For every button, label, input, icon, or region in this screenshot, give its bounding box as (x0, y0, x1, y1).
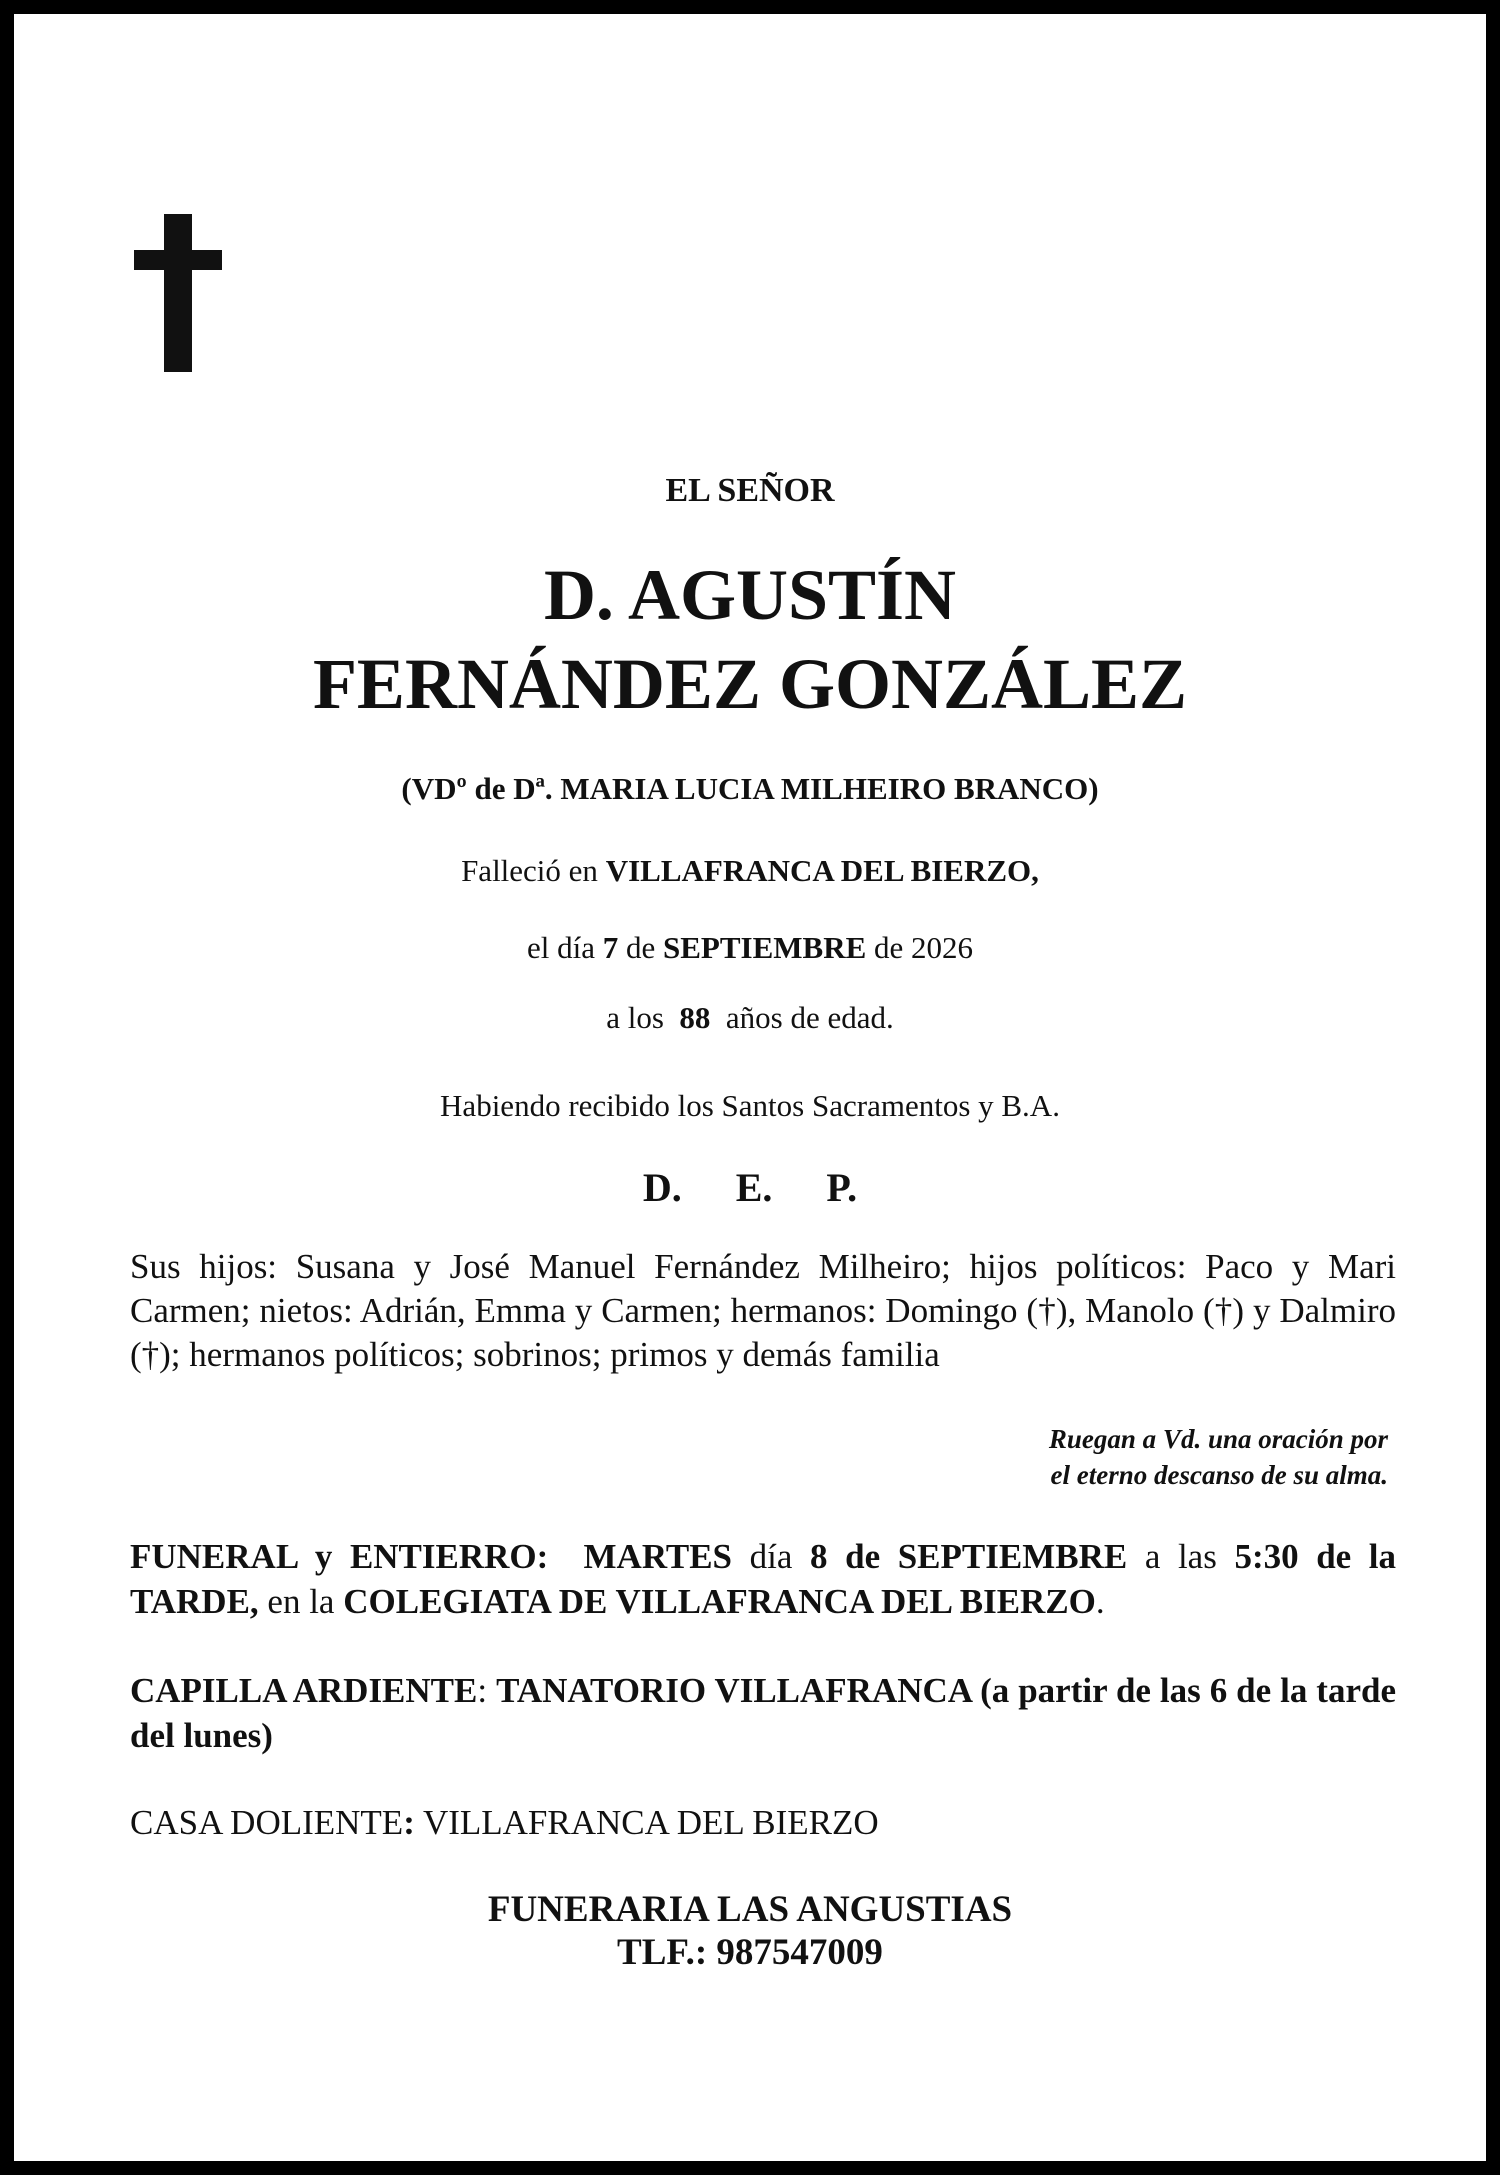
cross-horizontal-bar (134, 250, 222, 270)
capilla-ardiente-paragraph (130, 1668, 1396, 1758)
age-suffix: años de edad. (725, 1000, 894, 1035)
date-mid: de (625, 930, 656, 965)
prayer-line1: Ruegan a Vd. una oración por (1048, 1424, 1388, 1454)
funeral-time: 5:30 de la TARDE, (130, 1537, 1397, 1621)
dep-d: D. (642, 1165, 682, 1210)
dep-e: E. (735, 1165, 773, 1210)
date-prefix: el día (526, 930, 595, 965)
prayer-note (1049, 1421, 1388, 1493)
casa-colon: : (403, 1803, 415, 1842)
funeral-venue: COLEGIATA DE VILLAFRANCA DEL BIERZO (343, 1582, 1096, 1621)
casa-value: VILLAFRANCA DEL BIERZO (422, 1803, 879, 1842)
casa-doliente-line (130, 1800, 1396, 1845)
funeral-dia: día (749, 1537, 793, 1576)
deceased-name-line1: D. AGUSTÍN (543, 555, 957, 635)
age-line (0, 1000, 1500, 1036)
funeral-label: FUNERAL y ENTIERRO: (130, 1537, 549, 1576)
funeral-paragraph (130, 1534, 1396, 1624)
funeraria-name: FUNERARIA LAS ANGUSTIAS (487, 1889, 1013, 1930)
place-prefix: Falleció en (461, 853, 598, 888)
capilla-colon: : (477, 1671, 488, 1710)
funeraria-phone: TLF.: 987547009 (617, 1932, 883, 1973)
dep-p: P. (826, 1165, 858, 1210)
death-date-line (0, 930, 1500, 966)
funeral-weekday: MARTES (583, 1537, 733, 1576)
age-prefix: a los (606, 1000, 664, 1035)
casa-label: CASA DOLIENTE (130, 1803, 404, 1842)
age-value: 88 (679, 1000, 711, 1035)
death-place-line (0, 853, 1500, 889)
death-month: SEPTIEMBRE (662, 930, 867, 965)
cross-icon (134, 214, 222, 372)
dep-initials (0, 1164, 1500, 1211)
sacraments-line: Habiendo recibido los Santos Sacramentos y B.A. (440, 1088, 1060, 1123)
death-day: 7 (602, 930, 619, 965)
funeral-en-la: en la (267, 1582, 335, 1621)
deceased-name-line2: FERNÁNDEZ GONZÁLEZ (312, 644, 1188, 724)
funeral-end: . (1095, 1582, 1105, 1621)
capilla-label: CAPILLA ARDIENTE (130, 1671, 478, 1710)
death-place: VILLAFRANCA DEL BIERZO, (605, 853, 1039, 888)
prayer-line2: el eterno descanso de su alma. (1050, 1460, 1388, 1490)
title-el-senor: EL SEÑOR (665, 472, 835, 509)
family-paragraph: Sus hijos: Susana y José Manuel Fernández Milheiro; hijos políticos: Paco y Mari Carmen; nietos: Adrián, Emma y Carmen; hermanos: Domingo (†), Manolo (†) y Dalmiro (†); hermanos políticos; sobrinos; primos y demás familia (130, 1247, 1396, 1374)
widow-of-line: (VDº de Dª. MARIA LUCIA MILHEIRO BRANCO) (401, 771, 1099, 806)
capilla-value: TANATORIO VILLAFRANCA (a partir de las 6 de la tarde del lunes) (130, 1671, 1396, 1755)
date-suffix: de 2026 (874, 930, 974, 965)
funeral-a-las: a las (1144, 1537, 1217, 1576)
cross-vertical-bar (164, 214, 192, 372)
funeral-date: 8 de SEPTIEMBRE (810, 1537, 1128, 1576)
